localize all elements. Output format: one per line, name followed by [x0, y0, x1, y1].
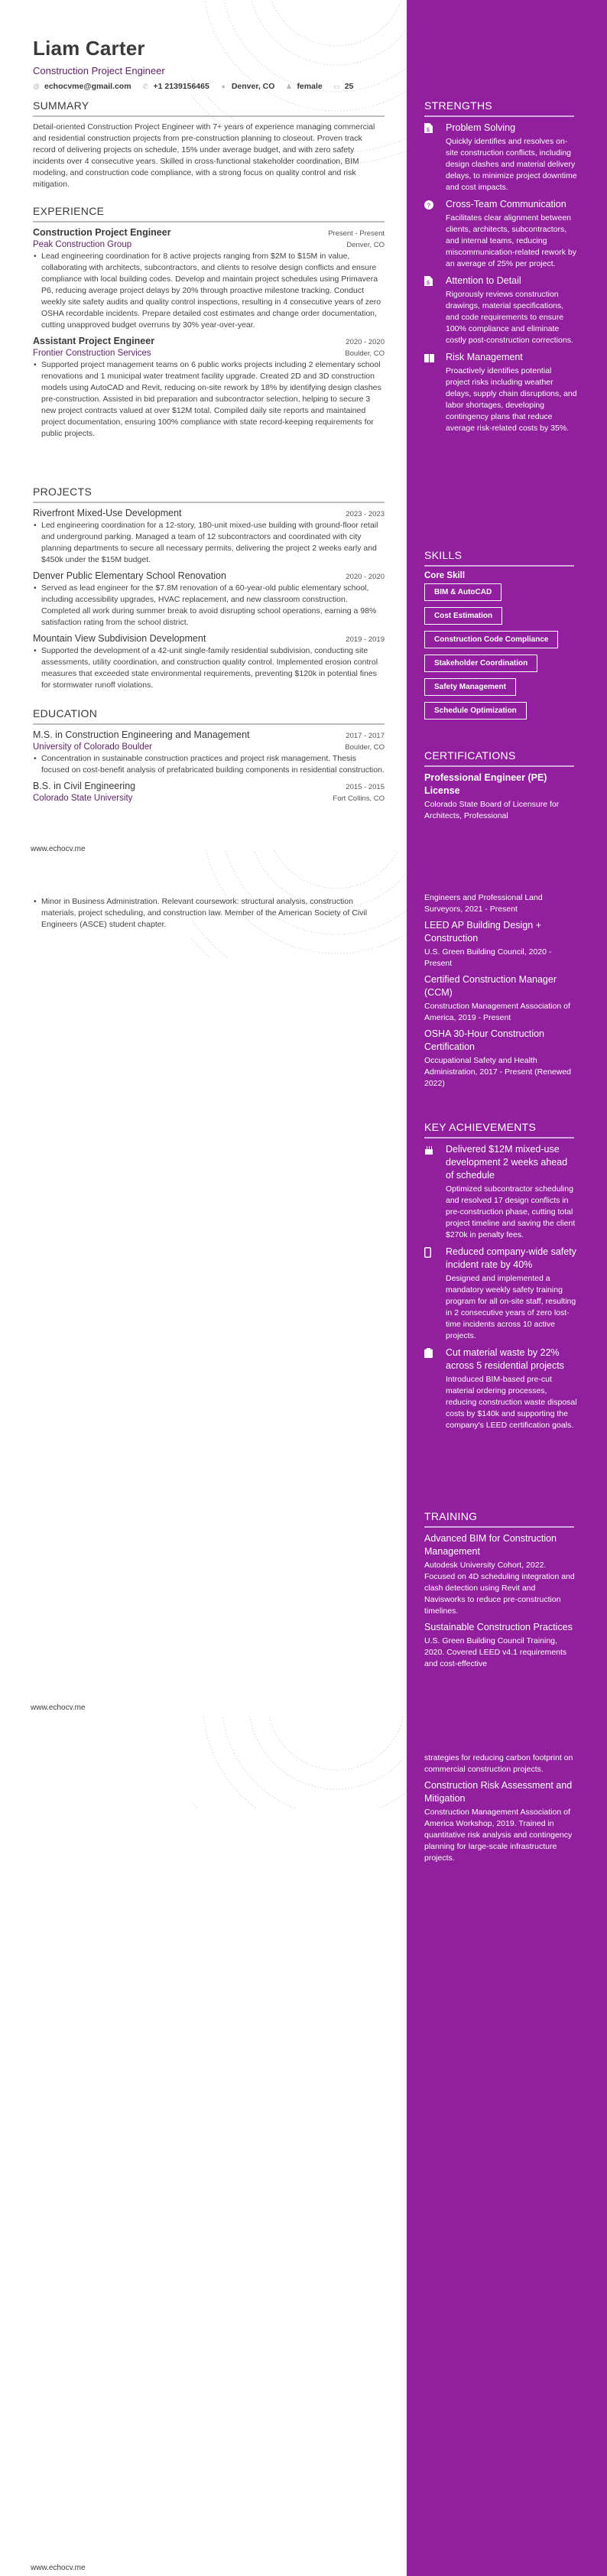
training-continued	[424, 1751, 577, 1868]
strength-item	[424, 122, 577, 193]
svg-text:$: $	[427, 281, 430, 286]
training-name: Advanced BIM for Construction Management	[424, 1533, 557, 1557]
contact-email[interactable]: @ echocvme@gmail.com	[33, 82, 131, 91]
strengths-section	[424, 99, 577, 439]
strength-text: Quickly identifies and resolves on-site construction conflicts, including design clashes and material delivery delays, to minimize project downtime and cost impacts.	[446, 137, 577, 192]
certification-name: Certified Construction Manager (CCM)	[424, 974, 557, 998]
cake-icon	[424, 1143, 446, 1241]
question-circle-icon	[424, 198, 446, 270]
mobile-phone-icon	[424, 1246, 446, 1342]
divider	[33, 723, 385, 725]
achievement-title: Cut material waste by 22% across 5 residential projects	[446, 1347, 564, 1371]
contact-age: ▭ 25	[333, 82, 354, 91]
bullet-item: • Led engineering coordination for a 12-story, 180-unit mixed-use building with ground-floor retail and underground parking. Managed a team of 12 subcontractors and coordinated with city planning departments to secure all necessary permits, delivering the project 2 weeks early and $450k under the $15M budget.	[34, 521, 378, 564]
divider	[33, 221, 385, 223]
summary-text: Detail-oriented Construction Project Engineer with 7+ years of experience managing commercial and residential construction projects from pre-construction planning to closeout. Proven track record of delivering projects on schedule, 15% under average budget, and with zero safety incidents over 4 consecutive years. Skilled in cross-functional stakeholder coordination, BIM modeling, and construction code compliance, with a strong focus on quality control and risk mitigation.	[33, 122, 375, 189]
bullet-item: • Served as lead engineer for the $7.8M renovation of a 60-year-old public elementary school, including accessibility upgrades, HVAC replacement, and new classroom construction. Completed all work during summer break to avoid disrupting school operations, earning a 98% satisfaction rating from the school district.	[34, 583, 377, 627]
skill-chip: Schedule Optimization	[424, 702, 527, 720]
footer-website[interactable]: www.echocv.me	[31, 845, 86, 853]
job-location: Boulder, CO	[345, 349, 385, 358]
achievement-text: Optimized subcontractor scheduling and resolved 17 design conflicts in pre-construction phase, cutting total project timeline and saving the client $270k in penalty fees.	[446, 1184, 576, 1239]
strength-title: Cross-Team Communication	[446, 199, 566, 210]
school-location: Boulder, CO	[345, 743, 385, 752]
certification-issuer: Construction Management Association of America, 2019 - Present	[424, 1002, 570, 1022]
education-continued	[33, 895, 385, 931]
project-dates: 2023 - 2023	[346, 510, 385, 518]
education-item	[33, 781, 385, 803]
projects-section	[33, 486, 385, 691]
file-dollar-icon	[424, 274, 446, 346]
divider	[424, 765, 574, 767]
certification-issuer: U.S. Green Building Council, 2020 - Present	[424, 947, 552, 968]
section-title: CERTIFICATIONS	[424, 749, 516, 762]
book-open-icon	[424, 351, 446, 434]
divider	[424, 1526, 574, 1528]
project-item	[33, 570, 385, 629]
school-location: Fort Collins, CO	[333, 794, 385, 803]
degree: B.S. in Civil Engineering	[33, 781, 136, 791]
phone-icon: ✆	[142, 82, 148, 90]
project-dates: 2020 - 2020	[346, 573, 385, 581]
training-text: strategies for reducing carbon footprint on commercial construction projects.	[424, 1753, 573, 1774]
certification-name: LEED AP Building Design + Construction	[424, 920, 541, 944]
certification-name: Professional Engineer (PE) License	[424, 772, 547, 796]
bullet-item: • Lead engineering coordination for 8 active projects ranging from $2M to $15M in value, collaborating with architects, subcontractors, and clients to resolve design conflicts and ensure compliance with local building codes. Develop and maintain project schedules using Primavera P6, reducing average project delays by 20% through proactive milestone tracking. Conduct weekly site safety audits and quality control inspections, resulting in 4 consecutive years of zero OSHA recordable incidents. Prepare detailed cost estimates and change order documentation, cutting unapproved budget overruns by 30% year-over-year.	[34, 252, 381, 330]
achievements-section	[424, 1121, 577, 1436]
project-title: Denver Public Elementary School Renovation	[33, 570, 226, 581]
calendar-icon: ▭	[333, 82, 340, 90]
school: Colorado State University	[33, 794, 133, 803]
person-icon: ♟	[285, 82, 292, 90]
achievement-text: Designed and implemented a mandatory weekly safety training program for all on-site staff, resulting in 2 consecutive years of zero lost-time incidents across 10 active projects.	[446, 1274, 576, 1340]
skill-chip: Cost Estimation	[424, 607, 502, 625]
divider	[33, 115, 385, 117]
decorative-circles	[191, 1717, 407, 1808]
certification-issuer: Engineers and Professional Land Surveyors, 2021 - Present	[424, 893, 543, 914]
bullet-item: • Concentration in sustainable construction practices and project risk management. Thesis focused on cost-benefit analysis of prefabricated building components in residential construction.	[34, 754, 385, 775]
achievement-item	[424, 1143, 577, 1241]
job-title: Construction Project Engineer	[33, 227, 171, 238]
section-title: PROJECTS	[33, 486, 93, 498]
divider	[424, 1137, 574, 1139]
divider	[33, 502, 385, 503]
contact-location: ● Denver, CO	[221, 82, 275, 91]
achievement-text: Introduced BIM-based pre-cut material ordering processes, reducing construction waste disposal costs by $140k and supporting the company's LEED certification goals.	[446, 1375, 577, 1430]
certifications-section	[424, 749, 577, 826]
bullet-item: • Supported the development of a 42-unit single-family residential subdivision, conducting site assessments, utility coordination, and construction quality control. Implemented erosion control measures that exceeded state environmental requirements, preventing $120k in potential fines for stormwater runoff violations.	[34, 646, 378, 690]
education-item	[33, 729, 385, 776]
section-title: SKILLS	[424, 549, 463, 561]
experience-item	[33, 227, 385, 331]
skill-chip: Safety Management	[424, 678, 516, 696]
achievement-item	[424, 1246, 577, 1342]
strength-text: Proactively identifies potential project risks including weather delays, supply chain disruptions, and labor shortages, developing contingency plans that reduce average risk-related costs by 35%.	[446, 366, 577, 433]
section-title: EDUCATION	[33, 707, 98, 720]
project-dates: 2019 - 2019	[346, 635, 385, 644]
education-dates: 2017 - 2017	[346, 732, 385, 740]
summary-section	[33, 99, 385, 190]
training-name: Sustainable Construction Practices	[424, 1622, 573, 1632]
strength-item	[424, 351, 577, 434]
footer-website[interactable]: www.echocv.me	[31, 2564, 86, 2572]
contact-bar	[33, 82, 385, 91]
training-name: Construction Risk Assessment and Mitigation	[424, 1780, 573, 1804]
clipboard-icon	[424, 1346, 446, 1431]
education-section	[33, 707, 385, 803]
training-text: Construction Management Association of America Workshop, 2019. Trained in quantitative risk analysis and contingency planning for large-scale infrastructure projects.	[424, 1808, 573, 1863]
experience-section	[33, 205, 385, 440]
footer-website[interactable]: www.echocv.me	[31, 1704, 86, 1712]
skill-chip: Stakeholder Coordination	[424, 655, 537, 672]
candidate-name: Liam Carter	[33, 37, 145, 60]
section-title: STRENGTHS	[424, 99, 493, 112]
certification-issuer: Occupational Safety and Health Administration, 2017 - Present (Renewed 2022)	[424, 1056, 572, 1088]
at-icon: @	[33, 82, 40, 90]
strength-text: Rigorously reviews construction drawings, material specifications, and code requirements to ensure 100% compliance and eliminate costly post-construction corrections.	[446, 290, 573, 345]
project-title: Mountain View Subdivision Development	[33, 633, 206, 644]
degree: M.S. in Construction Engineering and Management	[33, 729, 250, 740]
section-title: SUMMARY	[33, 99, 89, 112]
education-dates: 2015 - 2015	[346, 783, 385, 791]
project-item	[33, 508, 385, 566]
job-location: Denver, CO	[346, 241, 385, 249]
job-title: Assistant Project Engineer	[33, 336, 155, 346]
job-dates: 2020 - 2020	[346, 338, 385, 346]
strength-text: Facilitates clear alignment between clients, architects, subcontractors, and internal teams, reducing miscommunication-related rework by an average of 25% per project.	[446, 213, 576, 268]
bullet-item: • Supported project management teams on 6 public works projects including 2 elementary school renovations and 1 municipal water treatment facility upgrade. Created 2D and 3D construction models using AutoCAD and Revit, reducing on-site rework by 18% by identifying design clashes pre-construction. Assisted in bid preparation and subcontractor selection, helping to secure 3 new project contracts valued at over $12M total. Compiled daily site reports and maintained project documentation, ensuring 100% compliance with state record-keeping requirements for public projects.	[34, 360, 381, 438]
skill-chip: Construction Code Compliance	[424, 631, 558, 648]
section-title: KEY ACHIEVEMENTS	[424, 1121, 537, 1133]
achievement-item	[424, 1346, 577, 1431]
divider	[424, 565, 574, 567]
skills-section	[424, 549, 577, 726]
achievement-title: Delivered $12M mixed-use development 2 weeks ahead of schedule	[446, 1144, 568, 1181]
contact-gender: ♟ female	[285, 82, 323, 91]
section-title: EXPERIENCE	[33, 205, 105, 217]
training-text: Autodesk University Cohort, 2022. Focused on 4D scheduling integration and clash detection using Revit and Navisworks to reduce pre-construction timelines.	[424, 1561, 575, 1616]
skill-chip: BIM & AutoCAD	[424, 583, 502, 601]
section-title: TRAINING	[424, 1510, 478, 1522]
company: Peak Construction Group	[33, 240, 132, 249]
company: Frontier Construction Services	[33, 349, 151, 358]
project-title: Riverfront Mixed-Use Development	[33, 508, 182, 518]
experience-item	[33, 336, 385, 440]
job-dates: Present - Present	[328, 229, 385, 238]
contact-phone[interactable]: ✆ +1 2139156465	[142, 82, 209, 91]
project-item	[33, 633, 385, 691]
strength-item	[424, 198, 577, 270]
certifications-continued	[424, 891, 577, 1093]
strength-title: Problem Solving	[446, 122, 516, 133]
certification-issuer: Colorado State Board of Licensure for Architects, Professional	[424, 800, 560, 820]
header	[33, 37, 385, 91]
school: University of Colorado Boulder	[33, 742, 152, 752]
location-pin-icon: ●	[221, 82, 226, 90]
strength-title: Risk Management	[446, 352, 523, 362]
file-dollar-icon	[424, 122, 446, 193]
training-text: U.S. Green Building Council Training, 2020. Covered LEED v4.1 requirements and cost-effective	[424, 1636, 567, 1668]
training-section	[424, 1510, 577, 1674]
achievement-title: Reduced company-wide safety incident rate by 40%	[446, 1246, 576, 1270]
strength-item	[424, 274, 577, 346]
candidate-role: Construction Project Engineer	[33, 65, 165, 76]
certification-name: OSHA 30-Hour Construction Certification	[424, 1028, 545, 1052]
skill-chips	[424, 583, 577, 726]
svg-text:?: ?	[427, 202, 430, 210]
bullet-item: • Minor in Business Administration. Relevant coursework: structural analysis, construction materials, project scheduling, and construction law. Member of the American Society of Civil Engineers (ASCE) student chapter.	[34, 897, 368, 929]
strength-title: Attention to Detail	[446, 275, 521, 286]
divider	[424, 115, 574, 117]
skill-group-label: Core Skill	[424, 571, 466, 580]
svg-text:$: $	[427, 128, 430, 133]
